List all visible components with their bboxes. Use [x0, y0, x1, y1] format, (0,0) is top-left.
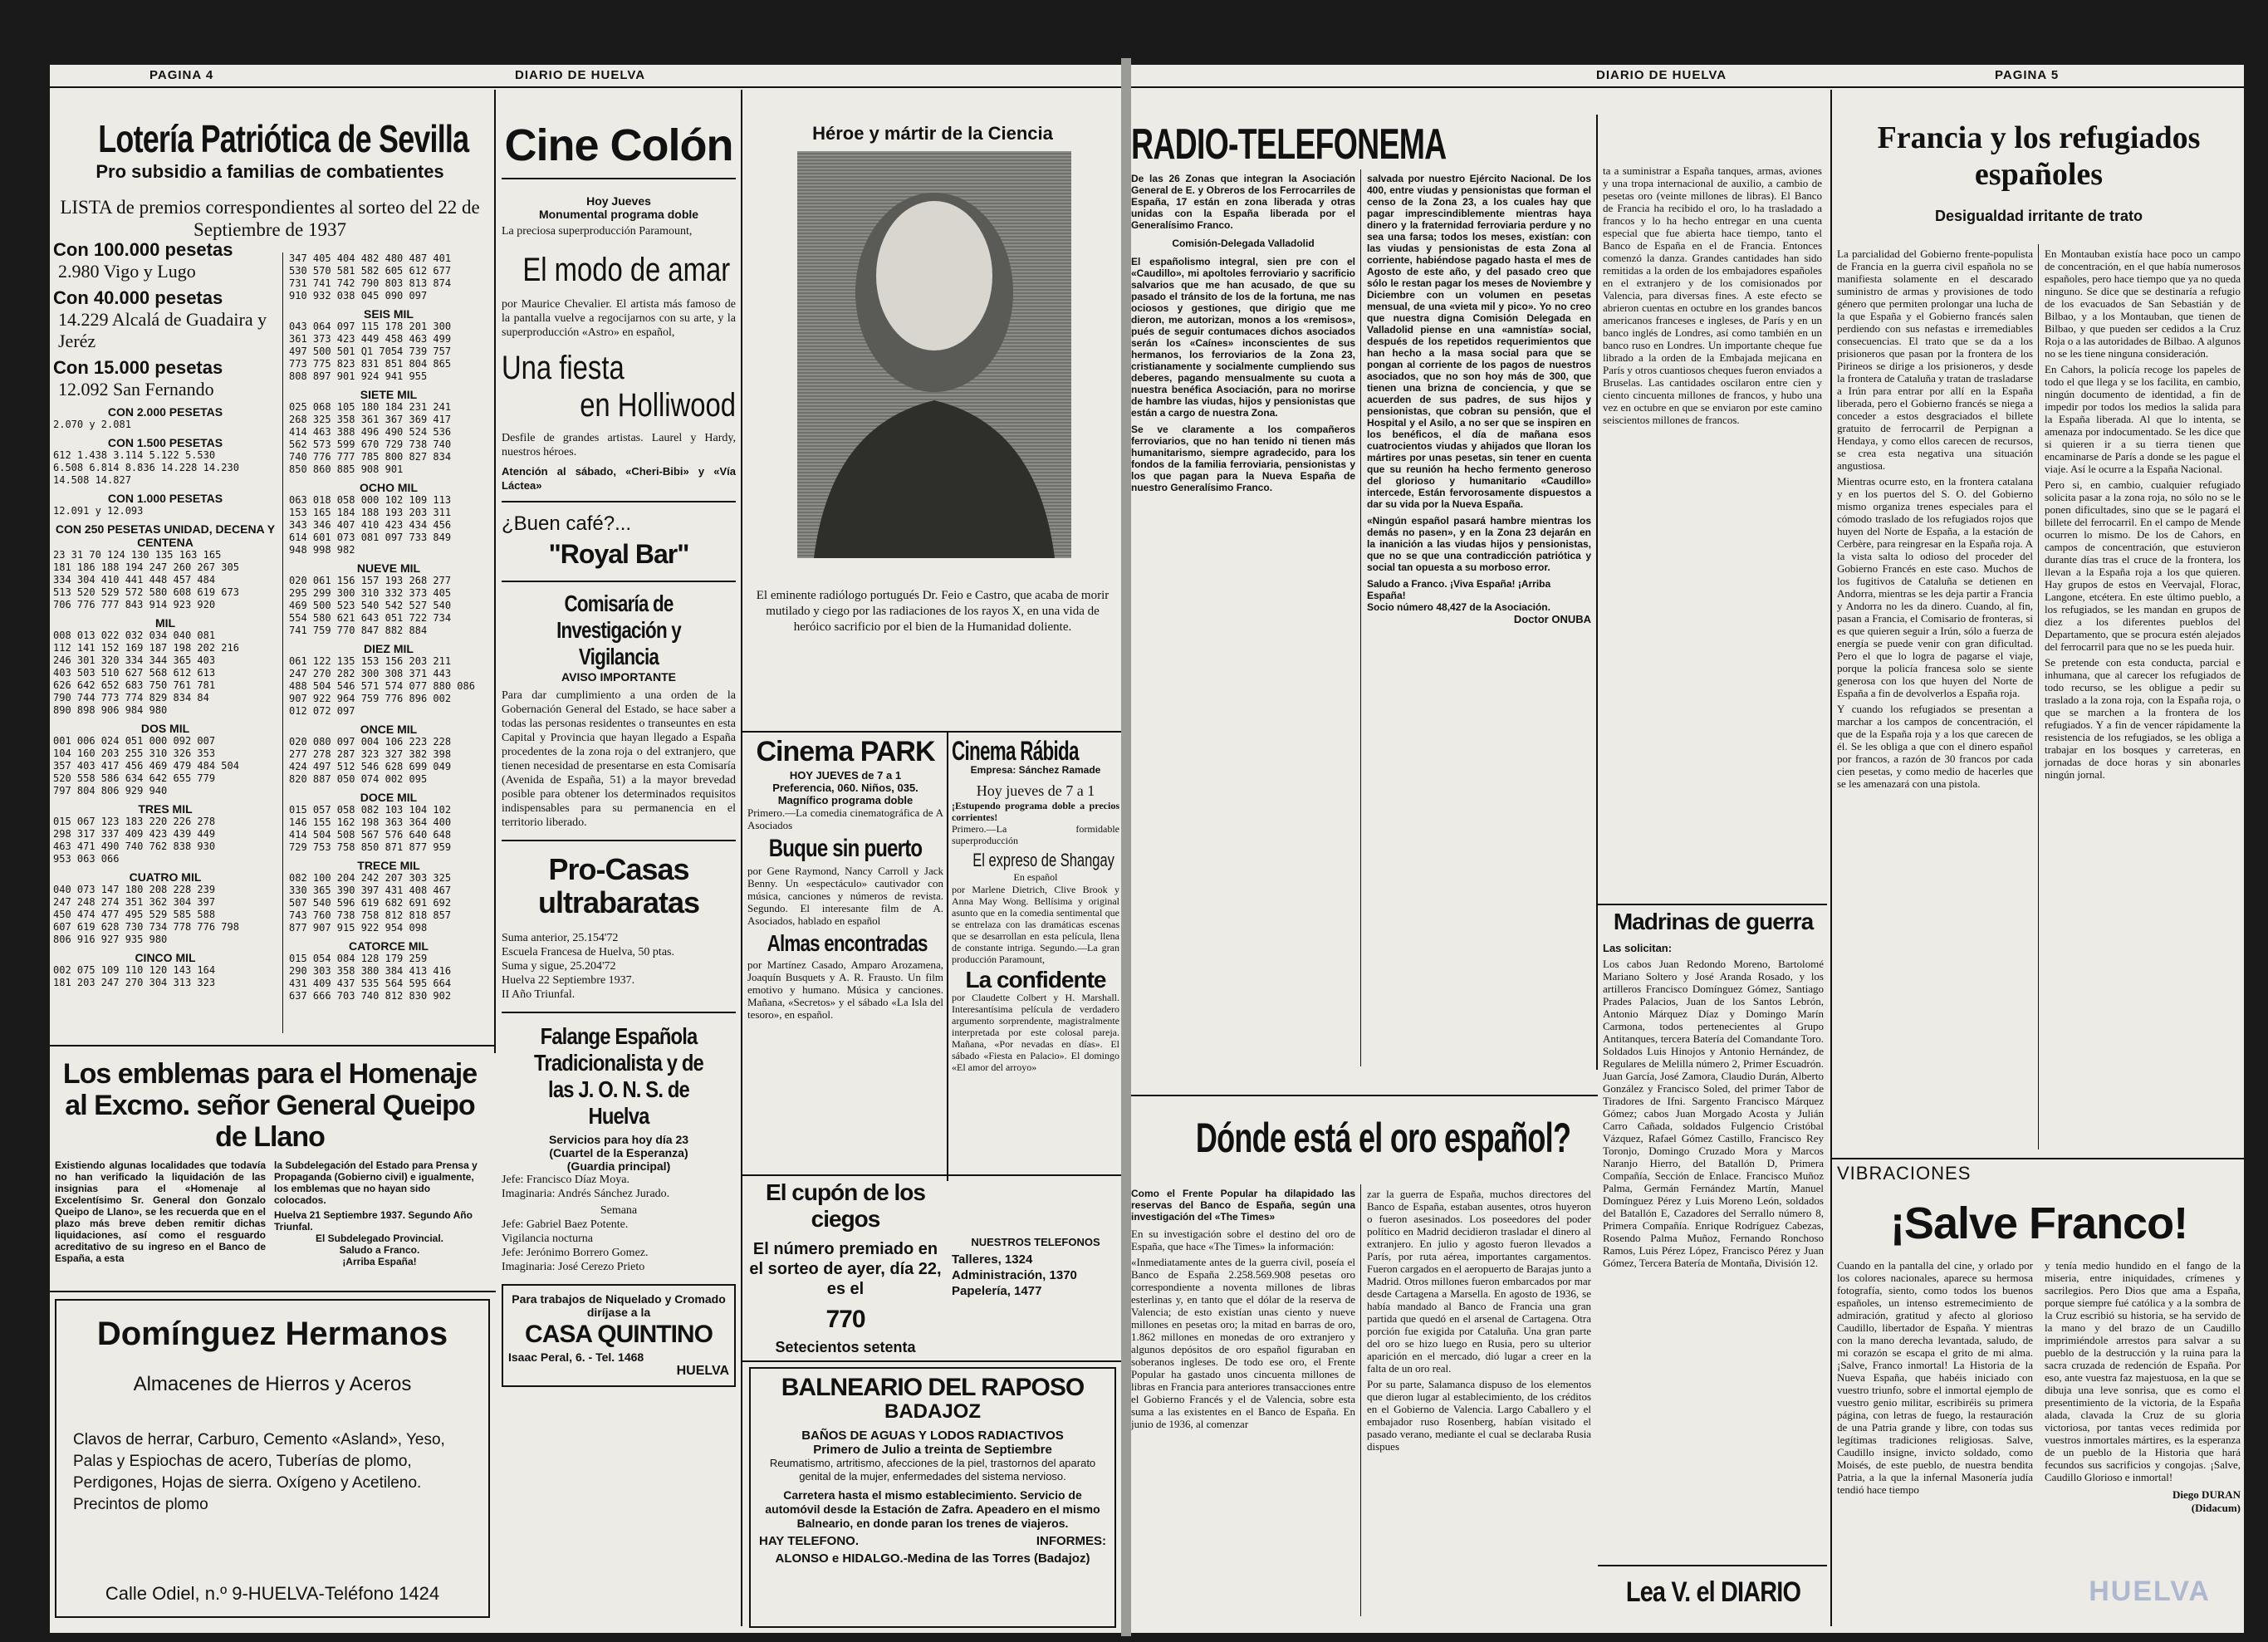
prize-numbers: 015 067 123 183 220 226 278 298 317 337 409 423 439 449 463 471 490 740 762 838 930 953 063 066	[53, 816, 216, 865]
rule	[502, 178, 736, 179]
right-page	[1131, 65, 2244, 1633]
balneario-title: BALNEARIO DEL RAPOSO	[781, 1374, 1085, 1401]
prize-numbers: 002 075 109 110 120 143 164 181 203 247 270 304 313 323	[53, 964, 216, 988]
col-rule	[1360, 169, 1361, 1066]
telefonos-lines: Talleres, 1324 Administración, 1370 Papelería, 1477	[952, 1252, 1077, 1298]
emblemas-section	[50, 1050, 490, 1291]
vibraciones-col1	[1837, 1259, 2033, 1496]
loteria-lista: LISTA de premios correspondientes al sorteo del 22 de Septiembre de 1937	[60, 197, 480, 240]
col-rule	[2038, 244, 2039, 1149]
vibraciones-col2-text: y tenía medio hundido en el fango de la miseria, entre iniquidades, crímenes y sacrilegios. Pero Dios que ama a España, porque siempre fué católica y a la sombra de la Cruz escribió su historia, se ha servido de la mano y del brazo de un Caudillo imprimiéndole arrestos para salvar a su pueblo de la destrucción y la ruina para la sacra cruzada de redención de España. Por eso, ante vuestra faz majestuosa, en la que se dibuja una leve sonrisa, que es como el presentimiento de la victoria, de la España alada, clavada la Cruz de su gloria victoriosa, por tantas veces redimida por vuestros inmortales mártires, es la esperanza de un pueblo de la Historia que hará fecundos sus sacrificios y congojas. ¡Salve, Caudillo Glorioso e inmortal!	[2045, 1259, 2241, 1483]
prize-group-label: ONCE MIL	[360, 723, 418, 736]
section-rule	[50, 1045, 496, 1046]
royal-question: ¿Buen café?...	[502, 512, 632, 535]
col-cine-comisaria	[502, 90, 736, 1626]
rabida-film1: El expreso de Shangay	[972, 850, 1114, 870]
prize-group-label: TRES MIL	[138, 802, 193, 816]
section-rule	[1598, 1565, 1827, 1566]
section-rule	[1598, 904, 1827, 905]
procasas-title: Pro-Casas ultrabaratas	[537, 852, 700, 919]
left-paper-name: DIARIO DE HUELVA	[515, 68, 646, 82]
prize-numbers: 612 1.438 3.114 5.122 5.530 6.508 6.814 8.836 14.228 14.230 14.508 14.827	[53, 449, 239, 486]
balneario-line2: Primero de Julio a treinta de Septiembre	[813, 1443, 1052, 1457]
prize-group-label: OCHO MIL	[360, 481, 418, 494]
oro-section	[1131, 1101, 1593, 1625]
prize-numbers: 061 122 135 153 156 203 211 247 270 282 300 308 371 443 488 504 546 571 574 077 880 086 907 922 964 759 776 896 002 012 072 097	[289, 655, 475, 717]
quintino-top: Para trabajos de Niquelado y Cromado diríjase a la	[512, 1292, 726, 1319]
prize-group-label: SEIS MIL	[364, 307, 414, 321]
col-rule	[1830, 90, 1832, 1626]
prize-line: 2.980 Vigo y Lugo	[58, 261, 196, 282]
falange-title: Falange Española Tradicionalista y de las J. O. N. S. de Huelva	[534, 1023, 703, 1129]
falange-services: Servicios para hoy día 23	[548, 1133, 689, 1146]
prize-numbers: 347 405 404 482 480 487 401 530 570 581 582 605 612 677 731 741 742 790 803 813 874 910 932 038 045 090 097	[289, 252, 452, 301]
cine-colon-film2b: en Holliwood	[580, 387, 736, 424]
header-rule	[50, 86, 1121, 88]
prize-numbers: 015 057 058 082 103 104 102 146 155 162 198 363 364 400 414 504 508 567 576 640 648 729 753 758 850 871 877 959	[289, 804, 452, 853]
comisaria-title: Comisaría de Investigación y Vigilancia	[556, 591, 681, 669]
rabida-intro: Primero.—La formidable superproducción	[952, 823, 1119, 846]
cupon-title: El cupón de los ciegos	[766, 1179, 925, 1232]
prize-group-label: DIEZ MIL	[364, 642, 414, 655]
loteria-title: Lotería Patriótica de Sevilla	[98, 117, 469, 160]
rabida-empresa: Empresa: Sánchez Ramade	[970, 764, 1101, 776]
rabida-section	[952, 738, 1119, 1169]
oro-title: Dónde está el oro español?	[1195, 1115, 1571, 1161]
rabida-film1-desc: por Marlene Dietrich, Clive Brook y Anna May Wong. Bellísima y original asunto que en la comedia sentimental que se entrelaza con las dramáticas escenas que se desarrollan en esta película, llena de constante intriga. Segundo.—La gran producción Paramount,	[952, 884, 1119, 965]
prize-numbers: 015 054 084 128 179 259 290 303 358 380 384 413 416 431 409 437 535 564 595 664 637 666 703 740 812 830 902	[289, 953, 452, 1002]
vibraciones-title: ¡Salve Franco!	[1889, 1198, 2188, 1248]
cine-colon-note: Atención al sábado, «Cheri-Bibi» y «Vía Láctea»	[502, 465, 736, 492]
rabida-film2-desc: por Claudette Colbert y H. Marshall. Interesantísima película de verdadero argumento sorprendente, magistralmente interpretada por este colosal pareja. Mañana, «Por nevadas en días». El sábado «Fiesta en Palacio». El domingo «El amor del arroyo»	[952, 992, 1119, 1073]
prize-numbers: 020 080 097 004 106 223 228 277 278 287 323 327 382 398 424 497 512 546 628 699 049 820 887 050 074 002 095	[289, 736, 452, 785]
quintino-city: HUELVA	[676, 1364, 729, 1378]
cine-colon-film2a: Una fiesta	[502, 350, 625, 386]
francia-section	[1837, 90, 2241, 1153]
col-rule	[947, 733, 948, 1181]
park-film1: Buque sin puerto	[768, 835, 923, 862]
emblemas-dateline: Huelva 21 Septiembre 1937. Segundo Año Triunfal.	[274, 1209, 473, 1233]
heroe-section	[747, 90, 1118, 729]
dominguez-body: Clavos de herrar, Carburo, Cemento «Asland», Yeso, Palas y Espiochas de acero, Tuberías de plomo, Perdigones, Hojas de sierra. Oxígeno y Acetileno. Precintos de plomo	[73, 1431, 445, 1513]
cupon-words: Setecientos setenta	[775, 1339, 916, 1355]
page-gutter	[1121, 58, 1131, 1636]
prize-group-label: CON 1.000 PESETAS	[107, 492, 223, 505]
cine-colon-film2-desc: Desfile de grandes artistas. Laurel y Hardy, nuestros héroes.	[502, 432, 736, 458]
park-film2-desc: por Martínez Casado, Amparo Arozamena, Joaquín Busquets y A. R. Frausto. Un film emotivo y humano. Música y canciones. Mañana, «Secretos» y el sábado «La Isla del tesoro», en español.	[747, 958, 943, 1021]
cupon-body: El número premiado en el sorteo de ayer, día 22, es el	[749, 1240, 942, 1298]
emblemas-sign2: Saludo a Franco.	[339, 1244, 420, 1256]
cine-colon-film1-desc: por Maurice Chevalier. El artista más famoso de la pantalla vuelve a regocijarnos con su arte, y la superproducción «Astro» en español,	[502, 298, 736, 339]
prize-line: 14.229 Alcalá de Guadaira y Jeréz	[58, 309, 267, 351]
prize-group-label: CATORCE MIL	[349, 939, 429, 953]
francia-col2c: Pero si, en cambio, cualquier refugiado solicita pasar a la zona roja, no sólo no se le ponen dificultades, sino que se le pagará el billete del ferrocarril. En el campo de Mende ocurren lo mismo. De los de Cahors, en campos de concentración, que estuvieron durante días tras el cruce de la frontera, los llevan a la España roja a los que quieren. Hay grupos de estos en Veervajal, Florac, Langone, etcétera. En este último pueblo, a los refugiados, se les mandan en grupos de diez a los diferentes pueblos del Departamento, que se procura estén alejados del ferrocarril para que no se les pueda huir.	[2045, 478, 2241, 653]
cine-colon-intro: La preciosa superproducción Paramount,	[502, 225, 693, 238]
francia-col2	[2045, 248, 2241, 781]
small-prizes-list	[53, 405, 277, 989]
vibraciones-firma: Diego DURAN	[2172, 1488, 2241, 1501]
right-paper-name: DIARIO DE HUELVA	[1596, 68, 1727, 82]
balneario-ad	[749, 1367, 1116, 1628]
madrinas-body: Los cabos Juan Redondo Moreno, Bartolomé Mariano Soltero y José Aranda Rosado, y los artilleros Francisco Domínguez Gómez, Santiago Prades Palacios, Juan de los Santos Lebrón, Antonio Márquez Díaz y Domingo Marín Carmona, todos pertenecientes al Grupo Antitanques, tercera Batería del Comandante Toro. Soldados Luis Hinojos y Antonio Hernández, de Regulares de Melilla número 2, Primer Escuadrón. Juan García, José Zamora, Claudio Durán, Alberto González y Francisco Soled, del primer Tabor de Tiradores de Ifni. Sargento Francisco Márquez Gómez; cabos Juan Morgado Acosta y Julián Carro Cañada, soldados Fulgencio Cristóbal Vázquez, Rafael Gómez Castillo, Francisco Rey Toronjo, Domingo Cruzado Mora y Marcos Naranjo Hierro, del Batallón D, Primera Compañía, Sección de Enlace. Francisco Muñoz Palma, Germán Fernández Martín, Manuel Domínguez Pérez y Luis Moreno León, soldados del Batallón E, Cazadores del Serrallo número 8, Primera Compañía. Enrique Rodríguez Cabezas, Rosendo Palma Muñoz, Fernando Ronchoso Ramos, Luis Pérez López, Francisco Pérez y Juan Gómez, Tercera Batería de Montaña, División 12.	[1603, 958, 1824, 1269]
left-page-number: PAGINA 4	[149, 68, 214, 82]
radio-firma: Doctor ONUBA	[1513, 613, 1591, 625]
portrait-figure	[797, 151, 1071, 558]
francia-col2b: En Cahors, la policía recoge los papeles de todo el que llega y se los facilita, en cambio, ningún documento de identidad, a fin de impedir por todos los medios la salida para la España liberada. Al que lo intenta, se amenaza por indocumentado. Se les dice que si quieren ir a su tierra tienen que encaminarse de París a donde se les pague el viaje. Así le ocurre a la España Nacional.	[2045, 363, 2241, 475]
prize-numbers: 040 073 147 180 208 228 239 247 248 274 351 362 304 397 450 474 477 495 529 585 588 607 619 628 730 734 778 776 798 806 916 927 935 980	[53, 884, 239, 945]
oro-col1b: En su investigación sobre el destino del oro de España, que hace «The Times» la información:	[1131, 1228, 1355, 1252]
prize-numbers: 001 006 024 051 000 092 007 104 160 203 255 310 326 353 357 403 417 456 469 479 484 504 520 558 586 634 642 655 779 797 804 806 929 940	[53, 735, 239, 796]
francia-col1b: Mientras ocurre esto, en la frontera catalana y en los puertos del S. O. del Gobierno mismo organiza trenes especiales para el cómodo traslado de los refugiados rojos que huyen del Norte de España, a la estación de Cerbère, para reingresar en la España roja. A la vista salta lo odioso del proceder del Gobierno Francés en este caso. Muchos de los fugitivos de Cataluña se detienen en Andorra, mientras se les deja partir a Francia y Andorra no les da dinero. Cuando, al fin, pasan a Francia, el Comisario de fronteras, si es que quieren seguir a Irún, sólo a fuerza de energía se puede venir con gran dificultad. Pero el que lo logra de pagarse el viaje, porque la policía francesa solo se siente generosa con los que huyen del Norte de España a fin de devolverlos a España roja.	[1837, 475, 2033, 699]
radio-col3	[1603, 164, 1822, 426]
cine-colon-program: Monumental programa doble	[538, 208, 699, 221]
prize-numbers: 063 018 058 000 102 109 113 153 165 184 188 193 203 311 343 346 407 410 423 434 456 614 601 073 081 097 733 849 948 998 982	[289, 494, 452, 556]
balneario-city: BADAJOZ	[884, 1400, 981, 1423]
park-film2: Almas encontradas	[767, 930, 928, 956]
prize-group-label: DOS MIL	[140, 722, 190, 735]
prize-numbers: 020 061 156 157 193 268 277 295 299 300 310 332 373 405 469 500 523 540 542 527 540 554 580 621 643 051 722 734 741 759 770 847 882 884	[289, 575, 452, 636]
right-page-number: PAGINA 5	[1995, 68, 2060, 82]
oro-col2	[1367, 1188, 1591, 1453]
dominguez-subtitle: Almacenes de Hierros y Aceros	[133, 1373, 412, 1395]
prize-group-label: MIL	[154, 616, 176, 630]
section-rule	[742, 1360, 1121, 1362]
lea-diario: Lea V. el DIARIO	[1625, 1576, 1801, 1608]
section-rule	[742, 731, 1121, 733]
telefonos-title: NUESTROS TELEFONOS	[971, 1236, 1100, 1248]
park-film1-desc: por Gene Raymond, Nancy Carroll y Jack Benny. Un «espectáculo» cautivador con música, canciones y números de revista. Segundo. El interesante film de A. Asociados, hablado en español	[747, 865, 943, 927]
park-intro: Primero.—La comedia cinematográfica de A Asociados	[747, 806, 943, 831]
emblemas-col2: la Subdelegación del Estado para Prensa y Propaganda (Gobierno civil) e igualmente, los emblemas que no hayan sido colocados.	[274, 1159, 478, 1206]
prize-group-label: TRECE MIL	[357, 859, 420, 872]
falange-body2: Jefe: Gabriel Baez Potente. Vigilancia nocturna Jefe: Jerónimo Borrero Gomez. Imaginaria: José Cerezo Prieto	[502, 1218, 649, 1273]
francia-title2: españoles	[1974, 157, 2104, 192]
left-page	[50, 65, 1121, 1633]
radio-saludo: Saludo a Franco. ¡Viva España! ¡Arriba España!	[1367, 578, 1551, 601]
radio-title: RADIO-TELEFONEMA	[1131, 120, 1447, 169]
rabida-program: ¡Estupendo programa doble a precios corrientes!	[952, 800, 1119, 823]
right-numbers-list	[289, 252, 488, 1002]
vibraciones-col2	[2045, 1259, 2241, 1515]
prize-group-label: CINCO MIL	[135, 951, 196, 964]
radio-col2b: «Ningún español pasará hambre mientras los demás no pasen», y en la Zona 23 dejarán en la inanición a las viudas hijos y pensionistas, que no se que una contradicción patriótica y social tan opuesta a su morboso error.	[1367, 515, 1591, 573]
emblemas-col2-wrap	[274, 1159, 485, 1267]
oro-col2b: Por su parte, Salamanca dispuso de los elementos que dieron lugar al establecimiento, de los créditos en el Gobierno de Valencia. Largo Caballero y el embajador ruso Rosenberg, habían visitado el pasado verano, mediante el cual se declaraba Rusia dispues	[1367, 1378, 1591, 1453]
prize-numbers: 12.091 y 12.093	[53, 505, 144, 517]
balneario-line1: BAÑOS DE AGUAS Y LODOS RADIACTIVOS	[801, 1429, 1064, 1443]
park-title: Cinema PARK	[756, 738, 935, 767]
radio-col3-text: ta a suministrar a España tanques, armas, aviones y una tropa internacional de auxilio, a cambio de pesetas oro (veinte millones de libras). El Banco de Francia ha recibido el oro, lo ha trasladado a francos y lo ha hecho entregar en una cuenta especial que fue abierta hace tiempo, tanto el Banco de España en el de Francia. Entonces comenzó la danza. Grandes cantidades han sido remitidas a la orden de los embajadores españoles en el extranjero y de los comisionados por Valencia, para diversas fines. A este efecto se abrieron cuentas en octubre en los grandes bancos americanos franceses e ingleses, de París y en un banco inglés de Londres, así como también en un banco ruso en Londres. Un importante cheque fue librado a la orden de la Embajada mejicana en París y otros cuantiosos cheques fueron enviados a Bruselas. Las cantidades oscilaron entre cien y ciento cincuenta millones de francos, y hubo una vez en octubre en que se enviaron por este camino seiscientos millones de francos.	[1603, 164, 1822, 426]
vibraciones-section	[1837, 1163, 2241, 1628]
loteria-subtitle: Pro subsidio a familias de combatientes	[96, 161, 444, 182]
portrait-photo	[797, 151, 1071, 558]
park-today: HOY JUEVES de 7 a 1	[789, 769, 902, 782]
cupon-section	[747, 1179, 943, 1362]
cine-colon-title: Cine Colón	[504, 120, 733, 170]
francia-col1-text: La parcialidad del Gobierno frente-populista de Francia en la guerra civil española no se manifiesta solamente en el descarado suministro de armas y provisiones de todo género que permiten prolongar una lucha de la que España y el Gobierno francés salen perdiendo con sus nefastas e irremediables consecuencias. El trato que se da a los prisioneros que pasan por la frontera de los Pirineos se dirige a los prisioneros, y desde la frontera de Cataluña y tratan de trasladarse a Irún para entrar por allí en la España liberada, pero el Gobierno francés se niega a conceder a estos desgraciados el billete gratuito de ferrocarril de Perpignan a Hendaya, y como ellos carecen de recursos, se crea esta negativa una situación angustiosa.	[1837, 248, 2033, 472]
rule	[502, 581, 736, 582]
dominguez-address: Calle Odiel, n.º 9-HUELVA-Teléfono 1424	[105, 1583, 440, 1604]
oro-col1-intro: Como el Frente Popular ha dilapidado las reservas del Banco de España, según una investigación del «The Times»	[1131, 1188, 1355, 1223]
balneario-tel: HAY TELEFONO.	[759, 1534, 860, 1548]
section-rule	[1131, 1095, 1598, 1096]
quintino-addr: Isaac Peral, 6. - Tel. 1468	[508, 1350, 644, 1364]
vibraciones-col1-text: Cuando en la pantalla del cine, y orlado por los colores nacionales, aparece su hermosa fotografía, siento, como todos los buenos españoles, un intenso estremecimiento de admiración, gratitud y afecto al glorioso Caudillo, libertador de España. Y mientras con la mano derecha levantada, saludo, de mi corazón se escapa el grito de mi alma. ¡Salve, Franco inmortal! La Historia de la Nueva España, que habéis iniciado con vuestro triunfo, sobre el inmortal ejemplo de vuestro genio militar, escribiréis su primera página, con letras de fuego, la restauración de una Patria grande y libre, con todas sus legítimas tradiciones religiosas. Salve, Caudillo insigne, invicto soldado, como Moisés, de este pueblo, de nuestra bendita Patria, a la que la infernal Masonería judía tendió hace tiempo	[1837, 1259, 2033, 1496]
header-rule	[1131, 86, 2244, 88]
falange-cuartel: (Cuartel de la Esperanza)	[549, 1146, 688, 1159]
francia-title1: Francia y los refugiados	[1877, 120, 2201, 155]
vibraciones-firma2: (Didacum)	[2191, 1502, 2241, 1514]
rabida-today: Hoy jueves de 7 a 1	[976, 782, 1095, 799]
francia-col2-text: En Montauban existía hace poco un campo de concentración, en el que había numerosos españoles, pero hace tiempo que ya no queda ninguno. Se dice que se destinaría a refugio de los evacuados de San Sebastián y de Bilbao, y a los Montauban, que tienen de Bilbao, y que pueden ser cedidos a la Cruz Roja o a las autoridades de Bilbao. A algunos no se les tiene ninguna consideración.	[2045, 248, 2241, 360]
radio-col2-text: salvada por nuestro Ejército Nacional. De los 400, entre viudas y pensionistas que forman el censo de la Zona 23, a los cuales hay que pagar imprescindiblemente mientras haya dinero y la fraternidad ferroviaria perdure y no sea una farsa; todos los meses, existían: con las viudas y pensionistas de esta Zona al corriente, habiéndose pagado hasta el mes de Agosto de este año, y del pasado creo que sólo le restan pagar los meses de Noviembre y Diciembre con un volumen en pesetas mensual, de una «vieta mil y pico». Yo no creo que nuestra digna Comisión Delegada en Valladolid piense en una «amnistía» social, después de los repetidos requerimientos que han hecho a la masa social para que se pongan al corriente de los pagos de nuestros asociados, que no son hoy más de 300, que tienen una brizna de conciencia, y que se acuerden de sus padres, de sus hijos y pensionistas, que cobran su pensión, que el Hospital y el Asilo, a no ser que se inspiren en los benéficos, el día de mañana esos cuatrocientos viudas y ahijados que lloran los mártires por unas pesetas, sin tener en cuenta que su reunión ha hecho fermento generoso del glorioso y humanitario «Caudillo» intercede, Están fervorosamente dispuestos a dar su vida por la Nueva España.	[1367, 173, 1591, 510]
park-section	[747, 738, 943, 1169]
prize-group-label: DOCE MIL	[360, 791, 418, 804]
col-rule	[494, 90, 496, 1053]
francia-col1	[1837, 248, 2033, 790]
comisaria-body: Para dar cumplimiento a una orden de la Gobernación General del Estado, se hace saber a todas las personas residentes o transeuntes en esta Capital y Provincia que hayan llegado a España procedentes de la zona roja o del extranjero, que tienen necesidad de presentarse en esta Comisaría (Avenida de España, 51) a la mayor brevedad posible para obtener los determinados requisitos indispensables para su permanencia en el territorio liberado.	[502, 689, 736, 829]
prize-numbers: 23 31 70 124 130 135 163 165 181 186 188 194 247 260 267 305 334 304 410 441 448 457 484 513 520 529 572 580 608 619 673 706 776 777 843 914 923 920	[53, 549, 239, 610]
oro-col1	[1131, 1188, 1355, 1430]
radio-col1c: Se ve claramente a los compañeros ferroviarios, que no han tenido ni tienen más humanitarismo, siempre agradecido, para los fondos de la familia ferroviaria, pensionistas y los que pagan para la Nueva España de nuestro Generalísimo Franco.	[1131, 424, 1355, 493]
emblemas-sign1: El Subdelegado Provincial.	[315, 1233, 444, 1244]
falange-body: Jefe: Francisco Díaz Moya. Imaginaria: Andrés Sánchez Jurado.	[502, 1174, 670, 1200]
francia-col1c: Y cuando los refugiados se presentan a marchar a los campos de concentración, el que de la España roja y a los que carecen de él. Se les obliga a que con el dinero español por francos, a razón de 30 francos por cada cien pesetas, y como medio de hacerles que se les amenazará con una pistola.	[1837, 703, 2033, 790]
falange-semana: Semana	[600, 1204, 638, 1217]
madrinas-section	[1603, 910, 1824, 1566]
loteria-prizes	[53, 239, 277, 989]
quintino-name: CASA QUINTINO	[525, 1321, 713, 1348]
emblemas-col1: Existiendo algunas localidades que todavía no han verificado la liquidación de las insignias para el «Homenaje al Excelentísimo Sr. General don Gonzalo Queipo de Llano», se les recuerda que en el plazo más breve deben remitir dichas liquidaciones, así como el resguardo acreditativo de su ingreso en el Banco de España, a esta	[55, 1159, 266, 1264]
balneario-inf: INFORMES:	[1036, 1534, 1106, 1548]
rule	[502, 840, 736, 841]
prize-group-label: CUATRO MIL	[129, 870, 202, 884]
telefonos-section	[952, 1236, 1119, 1336]
park-pref: Preferencia, 060. Niños, 035.	[772, 782, 918, 794]
rule	[502, 1012, 736, 1013]
cine-colon-today: Hoy Jueves	[586, 194, 651, 208]
heroe-caption: El eminente radiólogo portugués Dr. Feio e Castro, que acaba de morir mutilado y ciego por las radiaciones de los rayos X, en una vida de heróico sacrificio por el bien de la Humanidad doliente.	[756, 589, 1110, 634]
dominguez-ad	[55, 1299, 490, 1618]
prize-numbers: 025 068 105 180 184 231 241 268 325 358 361 367 369 417 414 463 388 496 490 524 536 562 573 599 670 729 738 740 740 776 777 785 800 827 834 850 860 885 908 901	[289, 401, 452, 475]
rabida-title: Cinema Rábida	[952, 738, 1079, 766]
quintino-ad	[502, 1284, 736, 1387]
prize-numbers: 043 064 097 115 178 201 300 361 373 423 449 458 463 499 497 500 501 Q1 7054 739 757 773 775 823 831 851 804 865 808 897 901 924 941 955	[289, 321, 452, 382]
falange-guardia: (Guardia principal)	[566, 1159, 671, 1173]
prize-group-label: NUEVE MIL	[356, 561, 421, 575]
cupon-number: 770	[825, 1306, 865, 1333]
vibraciones-label: VIBRACIONES	[1837, 1163, 1972, 1184]
royal-name: "Royal Bar"	[548, 539, 689, 569]
prize-label: Con 15.000 pesetas	[53, 357, 223, 378]
prize-group-label: CON 1.500 PESETAS	[107, 436, 223, 449]
dominguez-title: Domínguez Hermanos	[96, 1316, 448, 1352]
loteria-section	[50, 90, 490, 1045]
prize-numbers: 2.070 y 2.081	[53, 419, 131, 430]
section-rule	[742, 1174, 1121, 1176]
comisaria-subtitle: AVISO IMPORTANTE	[561, 670, 676, 684]
rabida-film1-lang: En español	[1013, 871, 1058, 883]
emblemas-title: Los emblemas para el Homenaje al Excmo. señor General Queipo de Llano	[62, 1058, 478, 1153]
radio-delegation: Comisión-Delegada Valladolid	[1172, 238, 1315, 249]
section-rule	[1832, 1158, 2244, 1159]
francia-col2d: Se pretende con esta conducta, parcial e inhumana, que al carecer los refugiados de todo recurso, se les obligue a pedir su traslado a la zona roja, con la España roja, o que se marchen a la frontera de los refugiados. Y a fin de vencer rápidamente la resistencia de los refugiados, se les obliga a trabajar en los bosques y carreteras, en jornadas de doce horas y sin abonarles ningún jornal.	[2045, 656, 2241, 781]
prize-numbers: 008 013 022 032 034 040 081 112 141 152 169 187 198 202 216 246 301 320 334 344 365 403 403 503 510 627 568 612 613 626 642 652 683 750 761 781 790 744 773 774 829 834 84 890 898 906 984 980	[53, 630, 239, 716]
radio-col1	[1131, 173, 1355, 493]
madrinas-solicitan: Las solicitan:	[1603, 942, 1673, 954]
col-rule	[1360, 1184, 1361, 1616]
prize-label: Con 100.000 pesetas	[53, 239, 233, 260]
balneario-addr: ALONSO e HIDALGO.-Medina de las Torres (Badajoz)	[775, 1551, 1090, 1566]
archive-watermark: HUELVA	[2089, 1576, 2211, 1607]
procasas-body: Suma anterior, 25.154'72 Escuela Francesa de Huelva, 50 ptas. Suma y sigue, 25.204'72 Huelva 22 Septiembre 1937. II Año Triunfal.	[502, 932, 674, 1001]
heroe-title: Héroe y mártir de la Ciencia	[812, 123, 1053, 144]
prize-group-label: SIETE MIL	[360, 388, 418, 401]
section-rule	[50, 1291, 496, 1292]
prize-line: 12.092 San Fernando	[58, 379, 214, 399]
col-rule	[741, 90, 742, 1626]
francia-subtitle: Desigualdad irritante de trato	[1934, 208, 2143, 224]
radio-col1b: El españolismo integral, sien pre con el «Caudillo», mi apoltoles ferroviario y sacrificio salvarios que me han acusado, de que su pasado el tránsito de los de la fortuna, me nas ociosos y gestiones, que dirigio que me dieron, me autorizan, monos a los «remisos», pués de seguir contumaces dichos asociados serán los «Caínes» inconscientes de sus hermanos, los ferroviarios de la Zona 23, cristianamente y socialmente cumpliendo sus deberes, pagando mensualmente su cuota a nuestra benéfica Asociación, para no morirse de hambre las viudas, hijos y pensionistas que están a cargo de nuestra Zona.	[1131, 256, 1355, 419]
radio-col2	[1367, 173, 1591, 625]
cine-colon-film1: El modo de amar	[522, 252, 731, 288]
prize-group-label: CON 250 PESETAS UNIDAD, DECENA Y CENTENA	[55, 522, 276, 549]
rule	[502, 501, 736, 502]
rabida-film2: La confidente	[965, 967, 1106, 993]
col-rule	[1596, 115, 1598, 1070]
prize-numbers: 082 100 204 242 207 303 325 330 365 390 397 431 408 467 507 540 596 619 682 691 692 743 760 738 758 812 818 857 877 907 915 922 954 098	[289, 872, 452, 934]
balneario-line4: Carretera hasta el mismo establecimiento. Servicio de automóvil desde la Estación de Zafra. Apeadero en el mismo Balneario, en donde paran los trenes de viajeros.	[765, 1488, 1100, 1530]
numbers-divider	[282, 252, 283, 1033]
oro-col1c: «Inmediatamente antes de la guerra civil, poseía el Banco de España 2.258.569.908 pesetas oro correspondiente a noventa millones de libras esterlinas y, en tanto que el dólar de la reserva de Valencia; de esto existían unas ciento y nueve millones en pesetas oro; la mitad en barras de oro, 1.862 millones en monedas de oro extranjero y algunos depósitos de oro español figuraban en soberanos ingleses. De todo ese oro, el Frente Popular ha gastado unos cincuenta millones de libras en Francia para anteriores transacciones entre el Gobierno Francés y el de Valencia, sobre esta suma a las existentes en el Banco de España. En junio de 1936, al comenzar	[1131, 1256, 1355, 1430]
prize-group-label: CON 2.000 PESETAS	[107, 405, 223, 419]
madrinas-title: Madrinas de guerra	[1613, 910, 1814, 934]
radio-col1-intro: De las 26 Zonas que integran la Asociación General de E. y Obreros de los Ferrocarriles de España, 17 están en zona liberada y otras unidas con la España liberada por el Generalísimo Franco.	[1131, 173, 1355, 231]
oro-col2-text: zar la guerra de España, muchos directores del Banco de España, estaban ausentes, otros huyeron o fueron asesinados. Los poseedores del poder político en Madrid decidieron trasladar el dinero al extranjero. En julio y agosto fueron llevados a París, por ruta aérea, importantes cargamentos. Fueron cargados en el aeropuerto de Barajas junto a Madrid. Otros millones fueron embarcados por mar desde Cartagena a Marsella. En agosto de 1936, se había mandado al Banco de Francia una gran partida que quedó en el arsenal de Cartagena. Otra porción fue exigida por Cataluña. Una gran parte del oro se hizo luego en Rusia, pero su ulterior aparición en el mercado, dió lugar a creer en la falta de un oro real.	[1367, 1188, 1591, 1375]
prize-label: Con 40.000 pesetas	[53, 287, 223, 308]
emblemas-sign3: ¡Arriba España!	[342, 1256, 417, 1267]
radio-socio: Socio número 48,427 de la Asociación.	[1367, 601, 1550, 613]
balneario-line3: Reumatismo, artritismo, afecciones de la piel, trastornos del aparato genital de la mujer, enfermedades del sistema nervioso.	[769, 1457, 1096, 1483]
park-program: Magnífico programa doble	[777, 794, 914, 806]
